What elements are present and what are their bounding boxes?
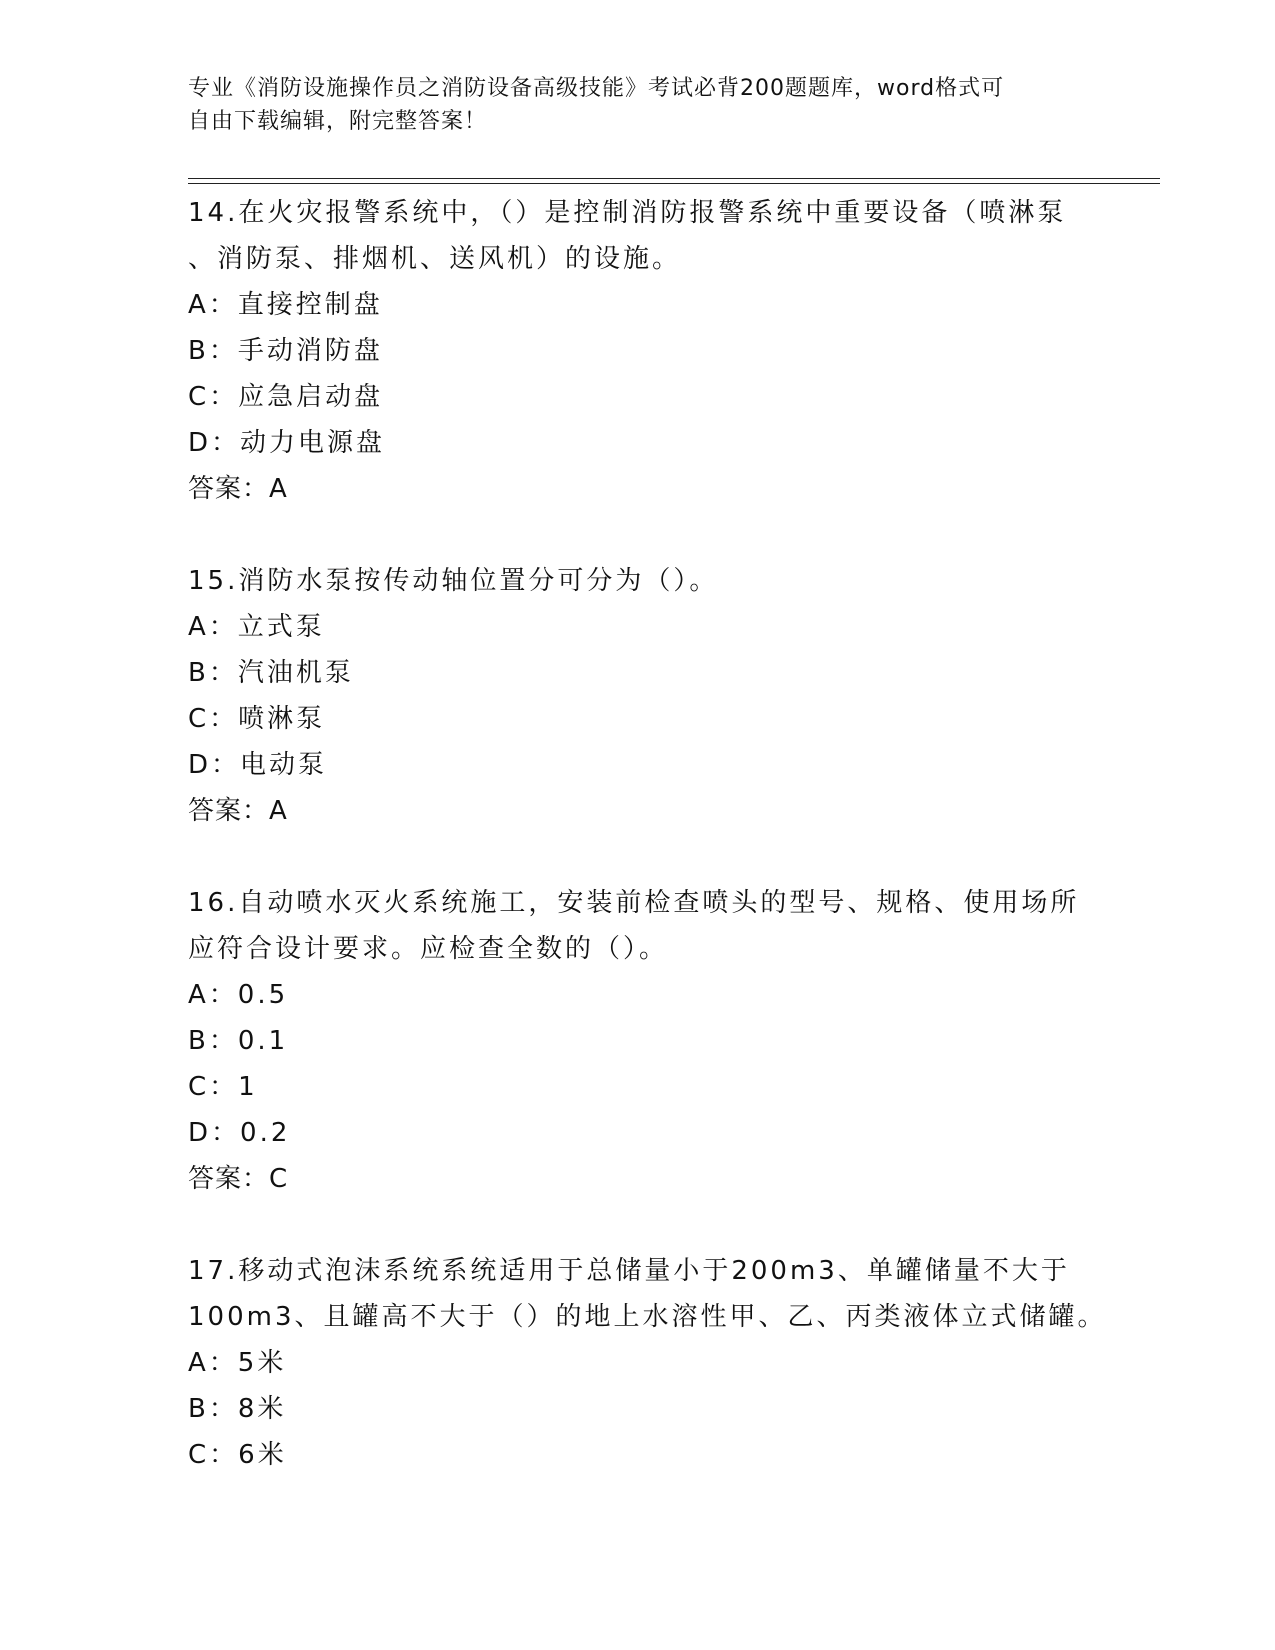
question-text: 17.移动式泡沫系统系统适用于总储量小于200m3、单罐储量不大于 (188, 1256, 1070, 1286)
document-header (188, 72, 1088, 138)
header-divider-top (188, 178, 1160, 179)
option-a: A：直接控制盘 (188, 290, 383, 320)
option-c: C：应急启动盘 (188, 382, 384, 412)
option-b: B：8米 (188, 1394, 287, 1424)
question-text: 15.消防水泵按传动轴位置分可分为（）。 (188, 566, 719, 596)
answer: 答案：A (188, 796, 288, 826)
answer: 答案：C (188, 1164, 289, 1194)
option-b: B：0.1 (188, 1026, 289, 1056)
header-line-2: 自由下载编辑，附完整答案！ (188, 109, 488, 134)
question-15 (188, 558, 1148, 834)
option-c: C：喷淋泵 (188, 704, 326, 734)
question-list (188, 190, 1148, 1524)
option-b: B：手动消防盘 (188, 336, 383, 366)
answer: 答案：A (188, 474, 288, 504)
header-divider-bottom (188, 183, 1160, 184)
question-16 (188, 880, 1148, 1202)
question-text: 16.自动喷水灭火系统施工，安装前检查喷头的型号、规格、使用场所 (188, 888, 1080, 918)
option-c: C：1 (188, 1072, 258, 1102)
question-text: 应符合设计要求。应检查全数的（）。 (188, 934, 669, 964)
question-17 (188, 1248, 1148, 1478)
question-14 (188, 190, 1148, 512)
option-a: A：5米 (188, 1348, 287, 1378)
option-d: D：电动泵 (188, 750, 328, 780)
option-d: D：0.2 (188, 1118, 291, 1148)
option-d: D：动力电源盘 (188, 428, 386, 458)
question-text: 、消防泵、排烟机、送风机）的设施。 (188, 244, 682, 274)
header-line-1: 专业《消防设施操作员之消防设备高级技能》考试必背200题题库，word格式可 (188, 76, 1005, 101)
question-text: 14.在火灾报警系统中，（）是控制消防报警系统中重要设备（喷淋泵 (188, 198, 1067, 228)
option-a: A：立式泵 (188, 612, 325, 642)
option-c: C：6米 (188, 1440, 287, 1470)
question-text: 100m3、且罐高不大于（）的地上水溶性甲、乙、丙类液体立式储罐。 (188, 1302, 1107, 1332)
option-b: B：汽油机泵 (188, 658, 354, 688)
option-a: A：0.5 (188, 980, 289, 1010)
